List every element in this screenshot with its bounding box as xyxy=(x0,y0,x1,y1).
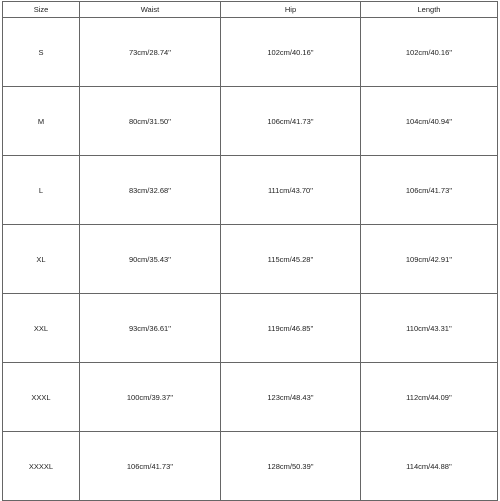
waist-cell: 90cm/35.43'' xyxy=(80,225,221,294)
hip-cell: 119cm/46.85'' xyxy=(221,294,361,363)
waist-cell: 93cm/36.61'' xyxy=(80,294,221,363)
header-hip: Hip xyxy=(221,2,361,18)
size-chart-table xyxy=(2,1,498,501)
length-cell: 112cm/44.09'' xyxy=(361,363,498,432)
header-row xyxy=(3,2,498,18)
table-row xyxy=(3,156,498,225)
table-row xyxy=(3,363,498,432)
waist-cell: 100cm/39.37'' xyxy=(80,363,221,432)
size-cell: XXXXL xyxy=(3,432,80,501)
table-body xyxy=(3,18,498,501)
table-row xyxy=(3,432,498,501)
header-length: Length xyxy=(361,2,498,18)
size-cell: XL xyxy=(3,225,80,294)
waist-cell: 80cm/31.50'' xyxy=(80,87,221,156)
table-row xyxy=(3,18,498,87)
hip-cell: 115cm/45.28'' xyxy=(221,225,361,294)
size-cell: XXL xyxy=(3,294,80,363)
hip-cell: 102cm/40.16'' xyxy=(221,18,361,87)
size-cell: M xyxy=(3,87,80,156)
length-cell: 109cm/42.91'' xyxy=(361,225,498,294)
table-row xyxy=(3,225,498,294)
hip-cell: 111cm/43.70'' xyxy=(221,156,361,225)
length-cell: 106cm/41.73'' xyxy=(361,156,498,225)
size-cell: S xyxy=(3,18,80,87)
table-header xyxy=(3,2,498,18)
waist-cell: 73cm/28.74'' xyxy=(80,18,221,87)
header-waist: Waist xyxy=(80,2,221,18)
header-size: Size xyxy=(3,2,80,18)
table-row xyxy=(3,87,498,156)
length-cell: 104cm/40.94'' xyxy=(361,87,498,156)
hip-cell: 123cm/48.43'' xyxy=(221,363,361,432)
table-row xyxy=(3,294,498,363)
size-cell: XXXL xyxy=(3,363,80,432)
hip-cell: 128cm/50.39'' xyxy=(221,432,361,501)
hip-cell: 106cm/41.73'' xyxy=(221,87,361,156)
length-cell: 114cm/44.88'' xyxy=(361,432,498,501)
length-cell: 110cm/43.31'' xyxy=(361,294,498,363)
waist-cell: 106cm/41.73'' xyxy=(80,432,221,501)
size-cell: L xyxy=(3,156,80,225)
length-cell: 102cm/40.16'' xyxy=(361,18,498,87)
waist-cell: 83cm/32.68'' xyxy=(80,156,221,225)
